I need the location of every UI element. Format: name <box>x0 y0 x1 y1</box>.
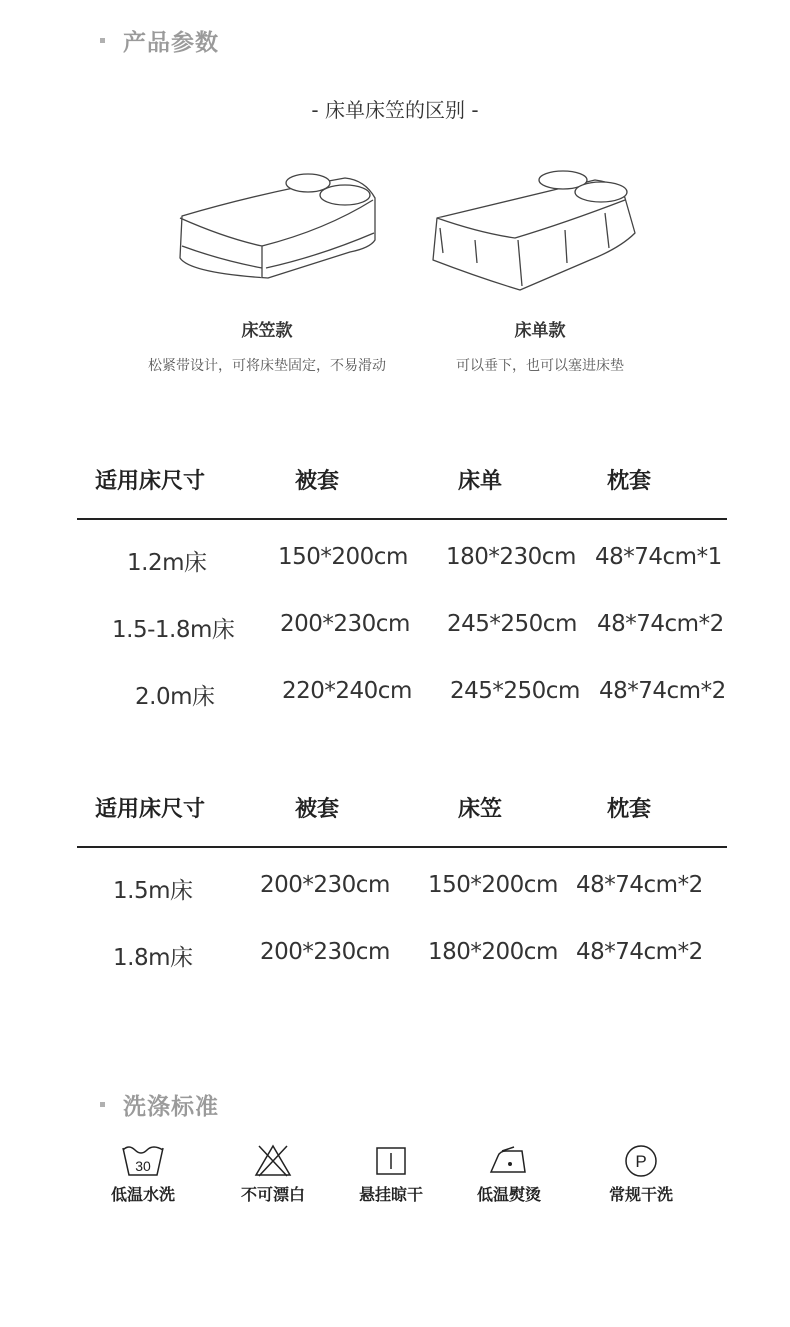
flat-sheet-illustration <box>425 168 640 298</box>
table-row <box>77 544 727 611</box>
table-row <box>77 872 727 939</box>
section-header-params <box>100 24 219 57</box>
header-pillowcase: 枕套 <box>607 469 652 494</box>
cell-duvet: 200*230cm <box>260 872 390 898</box>
cell-pillowcase: 48*74cm*2 <box>597 611 724 637</box>
cell-sheet: 245*250cm <box>450 678 580 704</box>
cell-bed-size: 1.5m床 <box>113 878 193 904</box>
table-row <box>77 939 727 1006</box>
cell-fitted-sheet: 180*200cm <box>428 939 558 965</box>
cell-bed-size: 1.5-1.8m床 <box>112 617 235 643</box>
wash-30-icon <box>83 1140 203 1180</box>
care-label: 常规干洗 <box>608 1185 673 1204</box>
bullet-icon <box>100 38 105 43</box>
care-item-low-temp-wash <box>83 1140 203 1205</box>
dry-clean-p-icon <box>581 1140 701 1180</box>
cell-duvet: 200*230cm <box>260 939 390 965</box>
dry-clean-symbol: P <box>635 1152 647 1171</box>
care-item-low-iron <box>449 1140 569 1205</box>
table-row <box>77 611 727 678</box>
care-label: 不可漂白 <box>240 1185 305 1204</box>
cell-fitted-sheet: 150*200cm <box>428 872 558 898</box>
fitted-sheet-illustration <box>170 168 385 283</box>
care-item-line-dry <box>331 1140 451 1205</box>
header-bed-size: 适用床尺寸 <box>95 469 206 494</box>
section-header-wash <box>100 1088 219 1121</box>
table-header <box>77 778 727 848</box>
bullet-icon <box>100 1102 105 1107</box>
header-duvet: 被套 <box>295 797 340 822</box>
care-label: 低温熨烫 <box>476 1185 541 1204</box>
cell-pillowcase: 48*74cm*2 <box>599 678 726 704</box>
care-item-no-bleach <box>213 1140 333 1205</box>
header-pillowcase: 枕套 <box>607 797 652 822</box>
size-table-fitted <box>77 778 727 1006</box>
cell-bed-size: 1.2m床 <box>127 550 207 576</box>
flat-name: 床单款 <box>514 321 566 341</box>
table-row <box>77 678 727 745</box>
fitted-name: 床笠款 <box>241 321 293 341</box>
header-bed-size: 适用床尺寸 <box>95 797 206 822</box>
care-label: 低温水洗 <box>110 1185 175 1204</box>
no-bleach-icon <box>213 1140 333 1180</box>
fitted-desc: 松紧带设计，可将床垫固定，不易滑动 <box>148 358 386 374</box>
flat-desc: 可以垂下，也可以塞进床垫 <box>456 358 624 374</box>
cell-pillowcase: 48*74cm*2 <box>576 939 703 965</box>
section-title-params: 产品参数 <box>123 30 219 56</box>
low-iron-icon <box>449 1140 569 1180</box>
fitted-caption <box>107 316 427 375</box>
header-duvet: 被套 <box>295 469 340 494</box>
size-table-flat <box>77 450 727 745</box>
care-instructions <box>0 1140 790 1220</box>
care-label: 悬挂晾干 <box>358 1185 423 1204</box>
flat-caption <box>380 316 700 375</box>
header-sheet: 床单 <box>458 469 503 494</box>
header-fitted-sheet: 床笠 <box>458 797 503 822</box>
table-header <box>77 450 727 520</box>
cell-bed-size: 1.8m床 <box>113 945 193 971</box>
cell-duvet: 150*200cm <box>278 544 408 570</box>
section-title-wash: 洗涤标准 <box>123 1094 219 1120</box>
cell-duvet: 200*230cm <box>280 611 410 637</box>
cell-sheet: 180*230cm <box>446 544 576 570</box>
cell-pillowcase: 48*74cm*2 <box>576 872 703 898</box>
wash-temp-text: 30 <box>135 1158 151 1174</box>
cell-pillowcase: 48*74cm*1 <box>595 544 722 570</box>
line-dry-icon <box>331 1140 451 1180</box>
cell-duvet: 220*240cm <box>282 678 412 704</box>
difference-title: - 床单床笠的区别 - <box>311 98 479 122</box>
cell-bed-size: 2.0m床 <box>135 684 215 710</box>
care-item-dry-clean <box>581 1140 701 1205</box>
cell-sheet: 245*250cm <box>447 611 577 637</box>
